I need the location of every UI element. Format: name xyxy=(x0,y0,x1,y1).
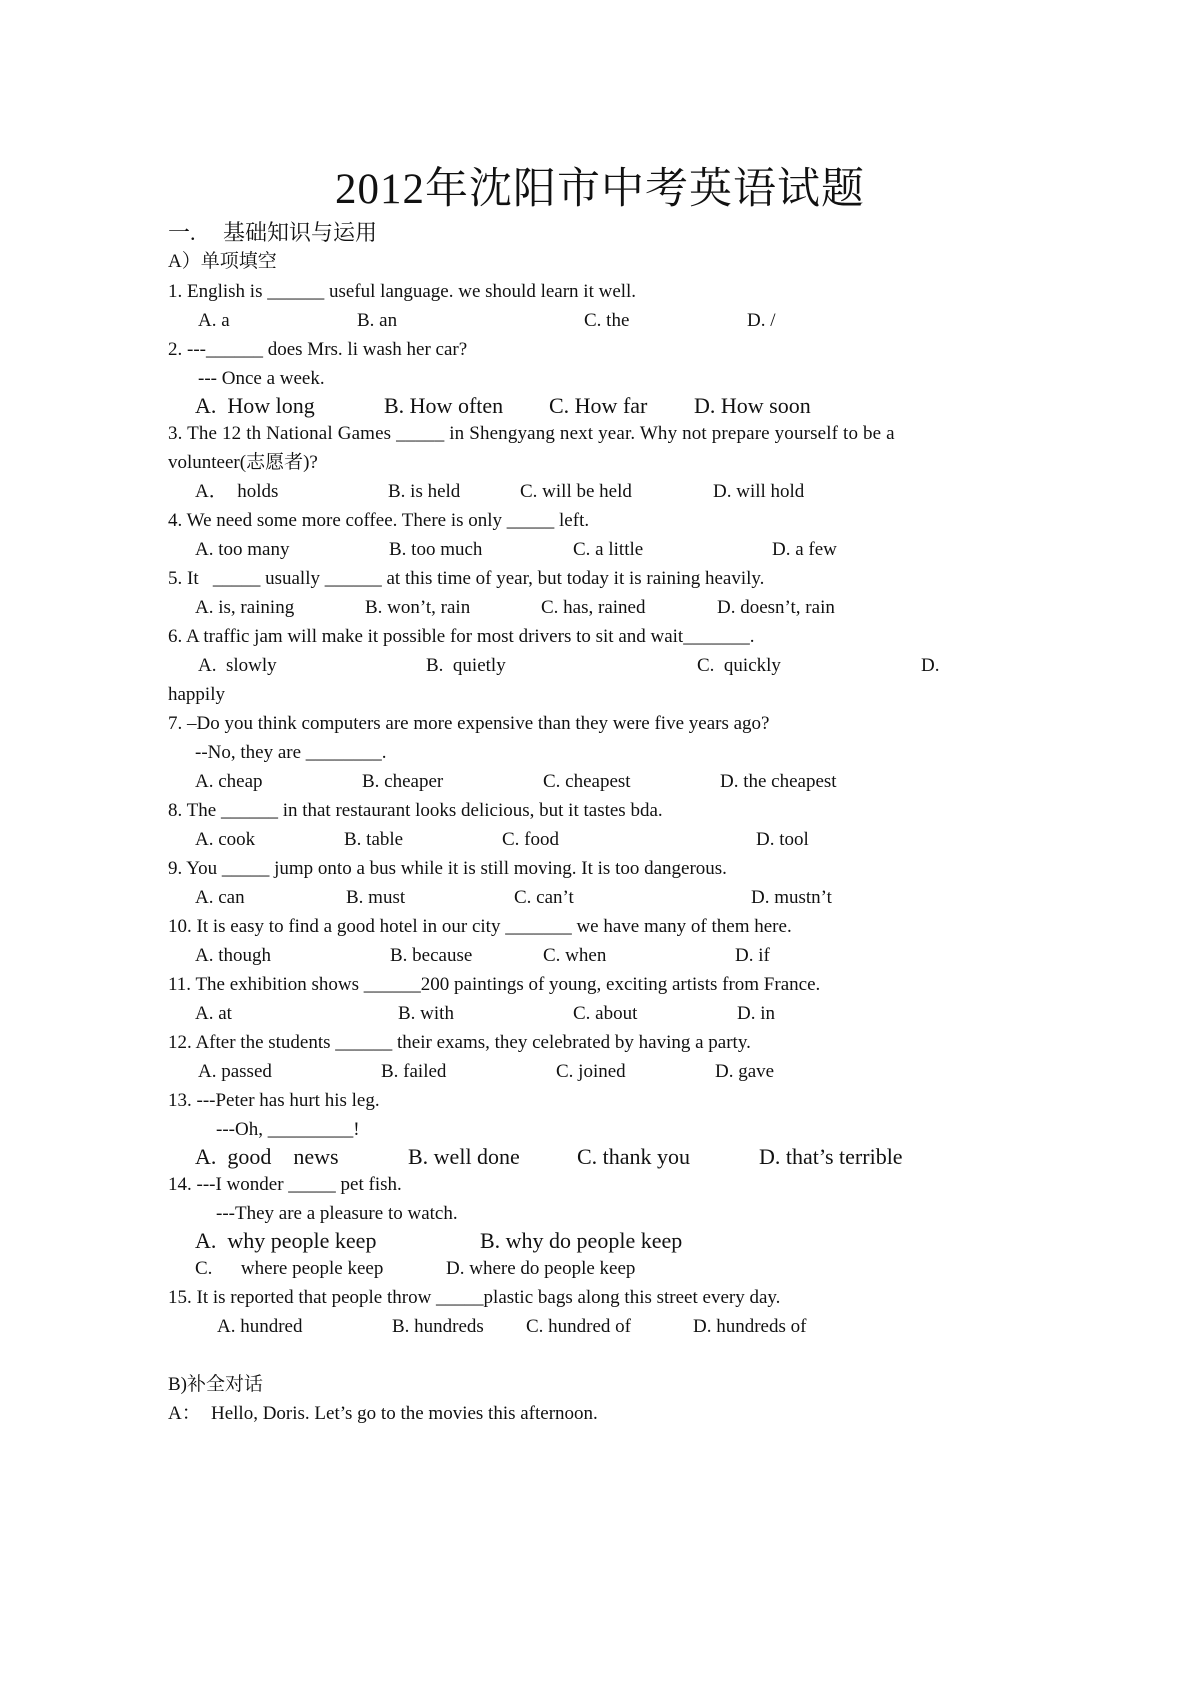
question-2-option-c: C. How far xyxy=(549,393,648,418)
question-7-option-a: A. cheap xyxy=(195,771,263,792)
question-4-option-b: B. too much xyxy=(389,539,483,560)
question-15-option-d: D. hundreds of xyxy=(693,1316,807,1337)
question-5-option-d: D. doesn’t, rain xyxy=(717,597,835,618)
question-13-option-d: D. that’s terrible xyxy=(759,1144,903,1169)
question-14-option-b: B. why do people keep xyxy=(480,1228,683,1253)
question-15-option-b: B. hundreds xyxy=(392,1316,484,1337)
question-3-option-a: A． holds xyxy=(195,481,279,502)
question-3-option-b: B. is held xyxy=(388,481,461,502)
question-8-option-a: A. cook xyxy=(195,829,256,850)
question-3-line-2: volunteer(志愿者)? xyxy=(168,452,318,473)
question-1-stem: 1. English is ______ useful language. we should learn it well. xyxy=(168,281,637,302)
question-12-stem: 12. After the students ______ their exams, they celebrated by having a party. xyxy=(168,1032,751,1053)
question-1-option-c: C. the xyxy=(584,310,630,331)
question-11-option-c: C. about xyxy=(573,1003,638,1024)
question-15-stem: 15. It is reported that people throw _____plastic bags along this street every day. xyxy=(168,1287,781,1308)
question-1-option-d: D. / xyxy=(747,310,776,331)
question-10-option-c: C. when xyxy=(543,945,607,966)
question-6-option-b: B. quietly xyxy=(426,655,506,676)
question-15-option-a: A. hundred xyxy=(217,1316,303,1337)
question-13-line-2: ---Oh, _________! xyxy=(216,1119,360,1140)
question-10-option-a: A. though xyxy=(195,945,271,966)
question-10-option-b: B. because xyxy=(390,945,473,966)
question-13-stem: 13. ---Peter has hurt his leg. xyxy=(168,1090,380,1111)
question-9-stem: 9. You _____ jump onto a bus while it is still moving. It is too dangerous. xyxy=(168,858,727,879)
question-11-option-b: B. with xyxy=(398,1003,454,1024)
question-9-option-d: D. mustn’t xyxy=(751,887,832,908)
question-14-option-d: D. where do people keep xyxy=(446,1258,636,1279)
question-5-stem: 5. It _____ usually ______ at this time of year, but today it is raining heavily. xyxy=(168,568,765,589)
part-a-heading: A）单项填空 xyxy=(168,251,277,272)
question-15-option-c: C. hundred of xyxy=(526,1316,632,1337)
question-3-option-c: C. will be held xyxy=(520,481,632,502)
question-1-option-b: B. an xyxy=(357,310,398,331)
question-13-option-b: B. well done xyxy=(408,1144,520,1169)
dialogue-speaker: A： xyxy=(168,1403,201,1424)
section-heading: 一. 基础知识与运用 xyxy=(168,220,378,245)
question-6-stem: 6. A traffic jam will make it possible for most drivers to sit and wait_______. xyxy=(168,626,755,647)
question-14-option-a: A. why people keep xyxy=(195,1228,377,1253)
question-4-option-d: D. a few xyxy=(772,539,837,560)
question-14-option-c: C. where people keep xyxy=(195,1258,384,1279)
question-2-stem: 2. ---______ does Mrs. li wash her car? xyxy=(168,339,468,360)
question-2-option-d: D. How soon xyxy=(694,393,811,418)
question-2-option-b: B. How often xyxy=(384,393,504,418)
question-7-option-c: C. cheapest xyxy=(543,771,631,792)
question-7-option-b: B. cheaper xyxy=(362,771,444,792)
question-8-option-b: B. table xyxy=(344,829,404,850)
question-12-option-a: A. passed xyxy=(198,1061,272,1082)
question-1-option-a: A. a xyxy=(198,310,230,331)
question-11-option-a: A. at xyxy=(195,1003,232,1024)
question-8-option-d: D. tool xyxy=(756,829,809,850)
question-3-option-d: D. will hold xyxy=(713,481,805,502)
question-4-stem: 4. We need some more coffee. There is only _____ left. xyxy=(168,510,590,531)
question-5-option-c: C. has, rained xyxy=(541,597,646,618)
question-6-option-c: C. quickly xyxy=(697,655,781,676)
part-b-heading: B)补全对话 xyxy=(168,1374,264,1395)
question-3-stem: 3. The 12 th National Games _____ in Shengyang next year. Why not prepare yourself to be a xyxy=(168,423,895,444)
question-8-option-c: C. food xyxy=(502,829,559,850)
question-6-option-a: A. slowly xyxy=(198,655,277,676)
dialogue-line: Hello, Doris. Let’s go to the movies this afternoon. xyxy=(211,1403,598,1424)
question-4-option-a: A. too many xyxy=(195,539,290,560)
question-7-stem: 7. –Do you think computers are more expensive than they were five years ago? xyxy=(168,713,770,734)
question-6-option-d-continued: happily xyxy=(168,684,225,705)
question-13-option-c: C. thank you xyxy=(577,1144,691,1169)
question-10-stem: 10. It is easy to find a good hotel in our city _______ we have many of them here. xyxy=(168,916,792,937)
page-title: 2012年沈阳市中考英语试题 xyxy=(335,166,865,213)
question-7-option-d: D. the cheapest xyxy=(720,771,837,792)
question-12-option-d: D. gave xyxy=(715,1061,775,1082)
question-2-option-a: A. How long xyxy=(195,393,315,418)
question-9-option-c: C. can’t xyxy=(514,887,574,908)
question-11-option-d: D. in xyxy=(737,1003,775,1024)
question-12-option-b: B. failed xyxy=(381,1061,447,1082)
question-8-stem: 8. The ______ in that restaurant looks delicious, but it tastes bda. xyxy=(168,800,663,821)
question-12-option-c: C. joined xyxy=(556,1061,626,1082)
question-13-option-a: A. good news xyxy=(195,1144,339,1169)
question-7-line-2: --No, they are ________. xyxy=(195,742,387,763)
question-14-stem: 14. ---I wonder _____ pet fish. xyxy=(168,1174,402,1195)
question-14-line-2: ---They are a pleasure to watch. xyxy=(216,1203,458,1224)
question-6-option-d: D. xyxy=(921,655,940,676)
question-4-option-c: C. a little xyxy=(573,539,644,560)
question-11-stem: 11. The exhibition shows ______200 paintings of young, exciting artists from France. xyxy=(168,974,821,995)
question-5-option-b: B. won’t, rain xyxy=(365,597,471,618)
question-10-option-d: D. if xyxy=(735,945,770,966)
question-9-option-b: B. must xyxy=(346,887,406,908)
question-2-line-2: --- Once a week. xyxy=(198,368,325,389)
question-5-option-a: A. is, raining xyxy=(195,597,295,618)
question-9-option-a: A. can xyxy=(195,887,245,908)
